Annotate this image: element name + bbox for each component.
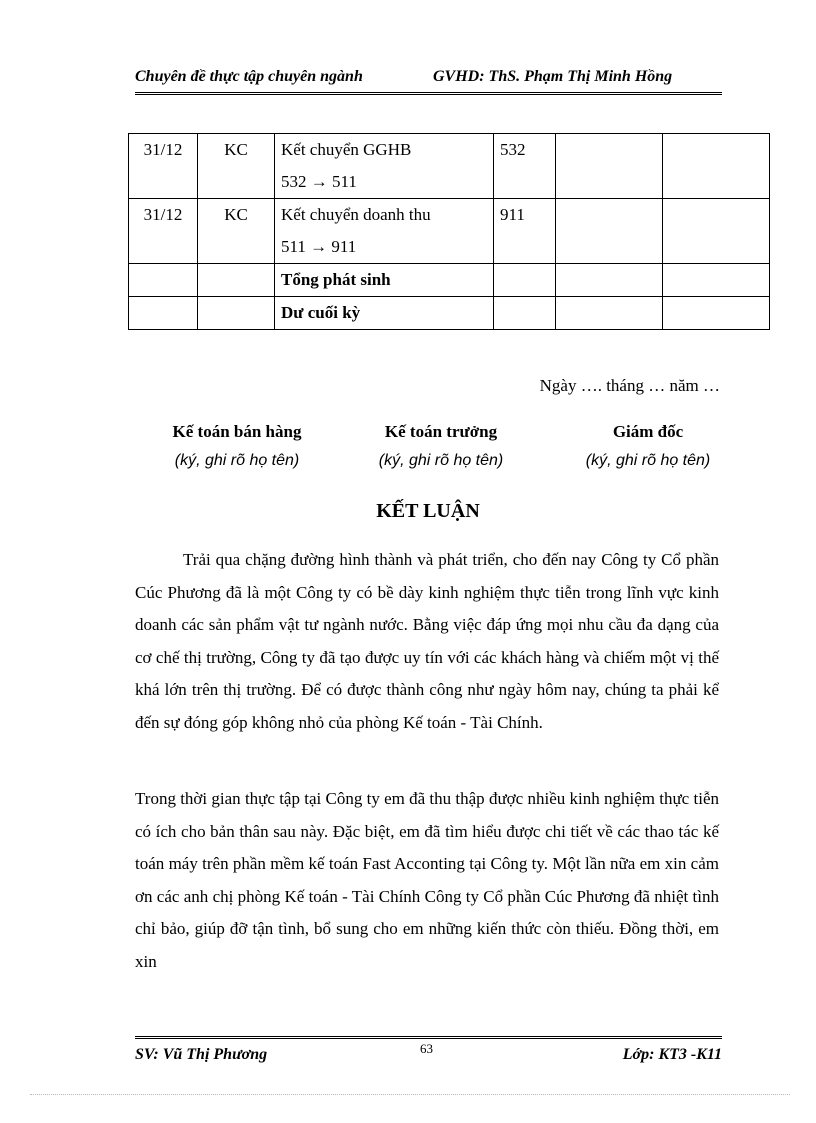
empty-cell [663,297,770,330]
ending-label-cell: Dư cuối kỳ [275,297,494,330]
table-row-ending [129,297,770,330]
page-header [135,66,722,95]
description-cell [275,199,494,264]
conclusion-paragraph-1 [135,544,719,740]
empty-cell [494,297,556,330]
code-cell: KC [198,199,275,264]
signature-chief-accountant [341,422,541,470]
total-label-cell: Tổng phát sinh [275,264,494,297]
date-line: Ngày …. tháng … năm … [539,376,720,395]
date-cell: 31/12 [129,134,198,199]
account-cell: 911 [494,199,556,264]
empty-cell [198,297,275,330]
paragraph-text: Trải qua chặng đường hình thành và phát triển, cho đến nay Công ty Cổ phần Cúc Phương đã là một Công ty có bề dày kinh nghiệm thực tiễn trong lĩnh vực kinh doanh các sản phẩm vật tư ngành nước. Bằng việc đáp ứng mọi nhu cầu đa dạng của cơ chế thị trường, Công ty đã tạo được uy tín với các khách hàng và chiếm một vị thế khá lớn trên thị trường. Để có được thành công như ngày hôm nay, chúng ta phải kể đến sự đóng góp không nhỏ của phòng Kế toán - Tài Chính. [135,550,719,732]
empty-cell [663,264,770,297]
description-cell [275,134,494,199]
description-line: 532 → 511 [281,172,357,191]
page-number: 63 [420,1041,433,1056]
signature-director [548,422,748,470]
credit-cell [663,199,770,264]
empty-cell [129,264,198,297]
signature-note: (ký, ghi rõ họ tên) [174,452,300,469]
credit-cell [663,134,770,199]
empty-cell [556,297,663,330]
description-line: Kết chuyển GGHB [281,140,412,159]
header-advisor: GVHD: ThS. Phạm Thị Minh Hồng [433,68,673,85]
ledger-table [128,133,770,330]
debit-cell [556,199,663,264]
description-line: 511 → 911 [281,237,357,256]
bottom-divider [30,1094,790,1095]
footer-class: Lớp: KT3 -K11 [622,1046,722,1063]
page-footer [135,1036,722,1069]
empty-cell [198,264,275,297]
signature-role: Kế toán bán hàng [172,422,302,441]
table-row [129,199,770,264]
description-line: Kết chuyển doanh thu [281,205,431,224]
account-cell: 532 [494,134,556,199]
debit-cell [556,134,663,199]
table-row-total [129,264,770,297]
empty-cell [129,297,198,330]
header-title: Chuyên đề thực tập chuyên ngành [135,68,363,85]
conclusion-title: KẾT LUẬN [376,500,480,522]
table-row [129,134,770,199]
signature-note: (ký, ghi rõ họ tên) [378,452,504,469]
conclusion-paragraph-2: Trong thời gian thực tập tại Công ty em đã thu thập được nhiều kinh nghiệm thực tiễn có ích cho bản thân sau này. Đặc biệt, em đã tìm hiểu được chi tiết về các thao tác kế toán máy trên phần mềm kế toán Fast Acconting tại Công ty. Một lần nữa em xin cảm ơn các anh chị phòng Kế toán - Tài Chính Công ty Cổ phần Cúc Phương đã nhiệt tình chỉ bảo, giúp đỡ tận tình, bổ sung cho em những kiến thức còn thiếu. Đồng thời, em xin [135,789,719,971]
signature-role: Giám đốc [612,422,684,441]
footer-student: SV: Vũ Thị Phương [135,1046,268,1063]
signature-note: (ký, ghi rõ họ tên) [585,452,711,469]
empty-cell [556,264,663,297]
signature-role: Kế toán trưởng [384,422,498,441]
signature-sales-accountant [137,422,337,470]
date-cell: 31/12 [129,199,198,264]
code-cell: KC [198,134,275,199]
empty-cell [494,264,556,297]
